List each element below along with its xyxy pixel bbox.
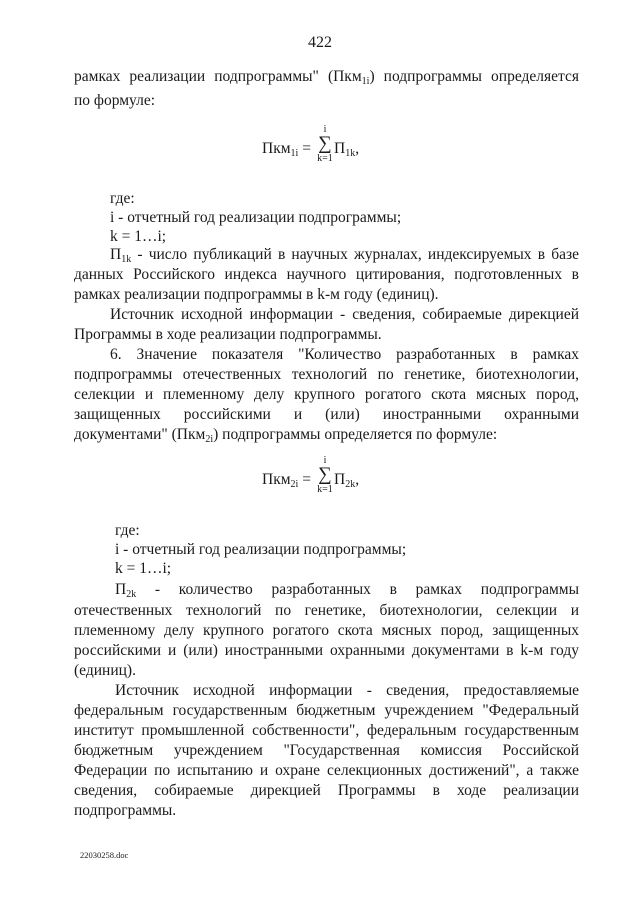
item6-line2: подпрограммы отечественных технологий по генетике, биотехнологии, — [74, 366, 579, 383]
formula-2-term: $П_{2k}$, — [334, 471, 360, 490]
source2-line7: подпрограммы. — [74, 802, 177, 819]
formula-1-sum: i ∑ k=1 — [317, 124, 333, 164]
where2-line4: российскими и (или) иностранными охранными документами в k-м году — [74, 642, 579, 659]
item6-line5: документами" (Пкм$_{2i}$) подпрограммы определяется по формуле: — [74, 426, 498, 445]
para1-line2: по формуле: — [74, 92, 156, 109]
source2-line4: бюджетным учреждением "Государственная комиссия Российской — [74, 742, 579, 759]
where2-i-definition: i - отчетный год реализации подпрограммы; — [115, 541, 407, 558]
where2-label: где: — [115, 522, 140, 539]
where2-line3: племенному делу крупного рогатого скота мясных пород, защищенных — [74, 622, 579, 639]
source2-line3: институт промышленной собственности", федеральным государственным — [74, 722, 579, 739]
where2-k-definition: k = 1…i; — [115, 560, 172, 577]
formula-2: Пкм$_{2i}$ = — [262, 471, 311, 490]
where1-line2: данных Российского индекса научного цитирования, подготовленных в — [74, 266, 579, 283]
formula-2-sum: i ∑ k=1 — [317, 455, 333, 495]
page-number: 422 — [308, 34, 332, 51]
source2-line5: Федерации по испытанию и охране селекционных достижений", а также — [74, 762, 579, 779]
item6-line3: селекции и племенному делу крупного рогатого скота мясных пород, — [74, 386, 579, 403]
formula-1: Пкм$_{1i}$ = — [262, 140, 311, 159]
item6-line1: 6. Значение показателя "Количество разработанных в рамках — [110, 346, 579, 363]
where1-label: где: — [110, 190, 135, 207]
source2-line1: Источник исходной информации - сведения, предоставляемые — [115, 682, 579, 699]
formula-1-term: $П_{1k}$, — [334, 140, 360, 159]
source2-line6: сведения, собираемые дирекцией Программы в ходе реализации — [74, 782, 579, 799]
source1-line1: Источник исходной информации - сведения, собираемые дирекцией — [110, 306, 579, 323]
source1-line2: Программы в ходе реализации подпрограммы. — [74, 326, 382, 343]
where1-k-definition: k = 1…i; — [110, 228, 167, 245]
footer-filename: 22030258.doc — [80, 850, 129, 860]
where1-line3: рамках реализации подпрограммы в k-м году (единиц). — [74, 286, 439, 303]
where2-line5: (единиц). — [74, 662, 136, 679]
para1-line1: рамках реализации подпрограммы" (Пкм$_{1i}$) подпрограммы определяется — [74, 68, 579, 87]
where1-p-definition: $П_{1k}$ - число публикаций в научных журналах, индексируемых в базе — [110, 246, 579, 265]
where1-i-definition: i - отчетный год реализации подпрограммы; — [110, 209, 402, 226]
where2-line2: отечественных технологий по генетике, биотехнологии, селекции и — [74, 602, 579, 619]
source2-line2: федеральным государственным бюджетным учреждением "Федеральный — [74, 702, 579, 719]
item6-line4: защищенных российскими и (или) иностранными охранными — [74, 406, 579, 423]
where2-p-definition: $П_{2k}$ - количество разработанных в рамках подпрограммы — [115, 581, 579, 600]
